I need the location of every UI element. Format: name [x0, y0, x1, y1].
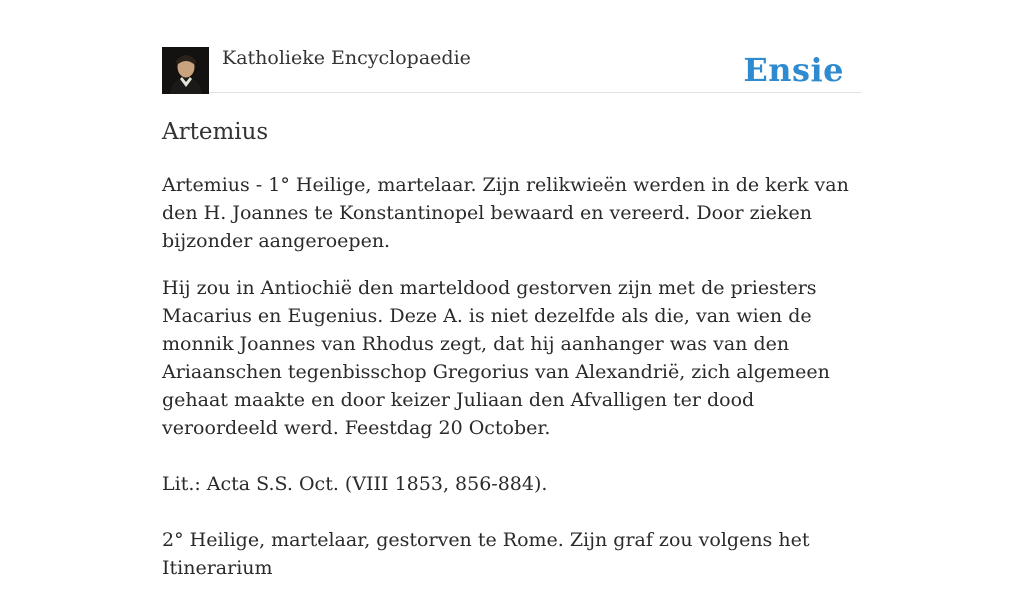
- literature-reference: Lit.: Acta S.S. Oct. (VIII 1853, 856-884).: [162, 473, 548, 495]
- article-title: Artemius: [162, 119, 269, 145]
- page: [162, 0, 862, 601]
- portrait-icon: [162, 47, 209, 94]
- article-body: [162, 171, 862, 582]
- header: [162, 0, 862, 93]
- author-avatar[interactable]: [162, 47, 209, 94]
- article-paragraph: Artemius - 1° Heilige, martelaar. Zijn relikwieën werden in de kerk van den H. Joannes te Konstantinopel bewaard en vereerd. Door zieken bijzonder aangeroepen.: [162, 174, 849, 252]
- publication-name[interactable]: Katholieke Encyclopaedie: [222, 47, 471, 69]
- article-paragraph: Hij zou in Antiochië den marteldood gestorven zijn met de priesters Macarius en Eugenius. Deze A. is niet dezelfde als die, van wien de monnik Joannes van Rhodus zegt, dat hij aanhanger was van den Ariaanschen tegenbisschop Gregorius van Alexandrië, zich algemeen gehaat maakte en door keizer Juliaan den Afvalligen ter dood veroordeeld werd. Feestdag 20 October.: [162, 277, 830, 439]
- article-paragraph: 2° Heilige, martelaar, gestorven te Rome. Zijn graf zou volgens het Itinerarium: [162, 529, 810, 579]
- brand-logo[interactable]: Ensie: [743, 51, 844, 89]
